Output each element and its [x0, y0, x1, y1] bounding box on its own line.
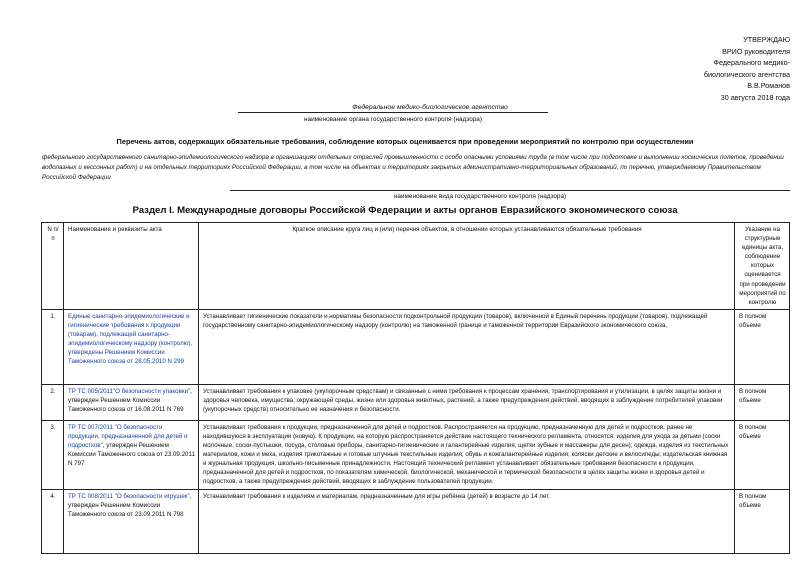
control-type-description-end: Российской Федерации: [42, 174, 111, 182]
control-type-text: [42, 153, 787, 184]
act-name-cell: [64, 384, 199, 420]
table-row: [42, 420, 790, 489]
section-title: Раздел I. Международные договоры Российской Федерации и акты органов Евразийского экономического союза: [132, 205, 678, 216]
act-description: Устанавливает требования к упаковке (укупорочным средствам) и связанные с ними требования к процессам хранения, транспортирования и утилизации, в целях защиты жизни и здоровья человека, имущества, окружающей среды, жизни или здоровья животных, растений, а также предупреждения действий, вводящих в заблуждение потребителей упаковки (укупорочных средств) относительно ее назначения и безопасности.: [199, 384, 735, 420]
header-number: N п/п: [42, 223, 64, 310]
row-number: 2.: [42, 384, 64, 420]
act-scope: В полном объеме: [735, 309, 790, 384]
table-row: [42, 309, 790, 384]
act-scope: В полном объеме: [735, 420, 790, 489]
agency-caption: наименование органа государственного контроля (надзора): [304, 116, 482, 123]
act-link[interactable]: Единые санитарно-эпидемиологические и гигиенические требования к продукции (товарам), подлежащей санитарно-эпидемиологическому надзору (контролю), утверждены Решением Комиссии Таможенного союза от 28.05.2010 N 299: [68, 312, 193, 366]
row-number: 1.: [42, 309, 64, 384]
header-act-name: Наименование и реквизиты акта: [64, 223, 199, 310]
act-link[interactable]: ТР ТС 007/2011 "О безопасности продукции, предназначенной для детей и подростков": [68, 423, 188, 450]
list-title: Перечень актов, содержащих обязательные требования, соблюдение которых оценивается при проведении мероприятий по контролю при осуществлении: [116, 137, 694, 146]
control-type-underline: [230, 190, 790, 191]
act-scope: В полном объеме: [735, 384, 790, 420]
act-details: , утвержден Решением Комиссии Таможенного союза от 23.09.2011 N 797: [68, 442, 195, 468]
act-link[interactable]: ТР ТС 005/2011"О безопасности упаковки": [68, 387, 191, 395]
agency-underline: [238, 112, 548, 113]
control-type-caption: наименование вида государственного контроля (надзора): [393, 193, 567, 200]
approval-date: 30 августа 2018 года: [720, 92, 790, 102]
approval-block: [640, 34, 790, 104]
approval-position-line1: ВРИО руководителя: [722, 46, 790, 56]
act-name-cell: [64, 489, 199, 553]
row-number: 3.: [42, 420, 64, 489]
header-scope: Указание на структурные единицы акта, соблюдение которых оценивается при проведении мероприятий по контролю: [735, 223, 790, 310]
act-scope: В полном объеме: [735, 489, 790, 553]
row-number: 4.: [42, 489, 64, 553]
agency-name: Федеральное медико-биологическое агентство: [352, 104, 508, 111]
table-header-row: [42, 223, 790, 310]
act-details: , утвержден Решением Комиссии Таможенного союза от 16.08.2011 N 769: [68, 387, 192, 414]
control-type-description: федерального государственного санитарно-эпидемиологического надзора в организациях отдельных отраслей промышленности с особо опасными условиями труда (в том числе при подготовке и выполнении космических полетов, проведении водолазных и кессонных работ) и на отдельных территориях Российской Федерации, в том числе на объектах и территориях закрытых административно-территориальных образований, по перечню, утверждаемому Правительством: [42, 154, 784, 172]
act-details: , утвержден Решением Комиссии Таможенного союза от 23.09.2011 N 798: [68, 492, 192, 518]
approval-position-line3: биологического агентства: [703, 69, 790, 79]
approval-word: УТВЕРЖДАЮ: [743, 35, 790, 44]
acts-table: [41, 222, 790, 554]
approval-signer: В.В.Романов: [747, 81, 790, 91]
act-name-cell: [64, 420, 199, 489]
act-name-cell: [64, 309, 199, 384]
header-description: Краткое описание круга лиц и (или) перечня объектов, в отношении которых устанавливаются обязательные требования: [199, 223, 735, 310]
act-link[interactable]: ТР ТС 008/2011 "О безопасности игрушек": [68, 492, 190, 500]
approval-position-line2: Федерального медико-: [713, 58, 790, 68]
act-description: Устанавливает гигиенические показатели и нормативы безопасности подконтрольной продукции (товаров), включенной в Единый перечень продукции (товаров), подлежащей государственному санитарно-эпидемиологическому надзору (контролю) на таможенной границе и таможенной территории Евразийского экономического союза.: [199, 309, 735, 384]
table-row: [42, 489, 790, 553]
table-row: [42, 384, 790, 420]
act-description: Устанавливает требования к продукции, предназначенной для детей и подростков. Распространяется на продукцию, предназначенную для детей и подростков, ранее не находившуюся в эксплуатации (новую). К продукции, на которую распространяется действие настоящего технического регламента, относятся: изделия для ухода за детьми (соски молочные, соски-пустышки, посуда, столовые приборы, санитарно-гигиенические и галантерейные изделия, щетки зубные и массажеры для десен); одежда, изделия из текстильных материалов, кожи и меха, изделия трикотажные и готовые штучные текстильные изделия; обувь и кожгалантерейные изделия; коляски детские и велосипеды; издательская книжная и журнальная продукция, школьно-письменные принадлежности. Настоящий технический регламент устанавливает обязательные требования безопасности к продукции, предназначенной для детей и подростков, по показателям химической, биологической, механической и термической безопасности в целях защиты жизни и здоровья детей и подростков, а также предупреждения действий, вводящих в заблуждение пользователей продукции.: [199, 420, 735, 489]
act-description: Устанавливает требования к изделиям и материалам, предназначенным для игры ребёнка (детей) в возрасте до 14 лет.: [199, 489, 735, 553]
